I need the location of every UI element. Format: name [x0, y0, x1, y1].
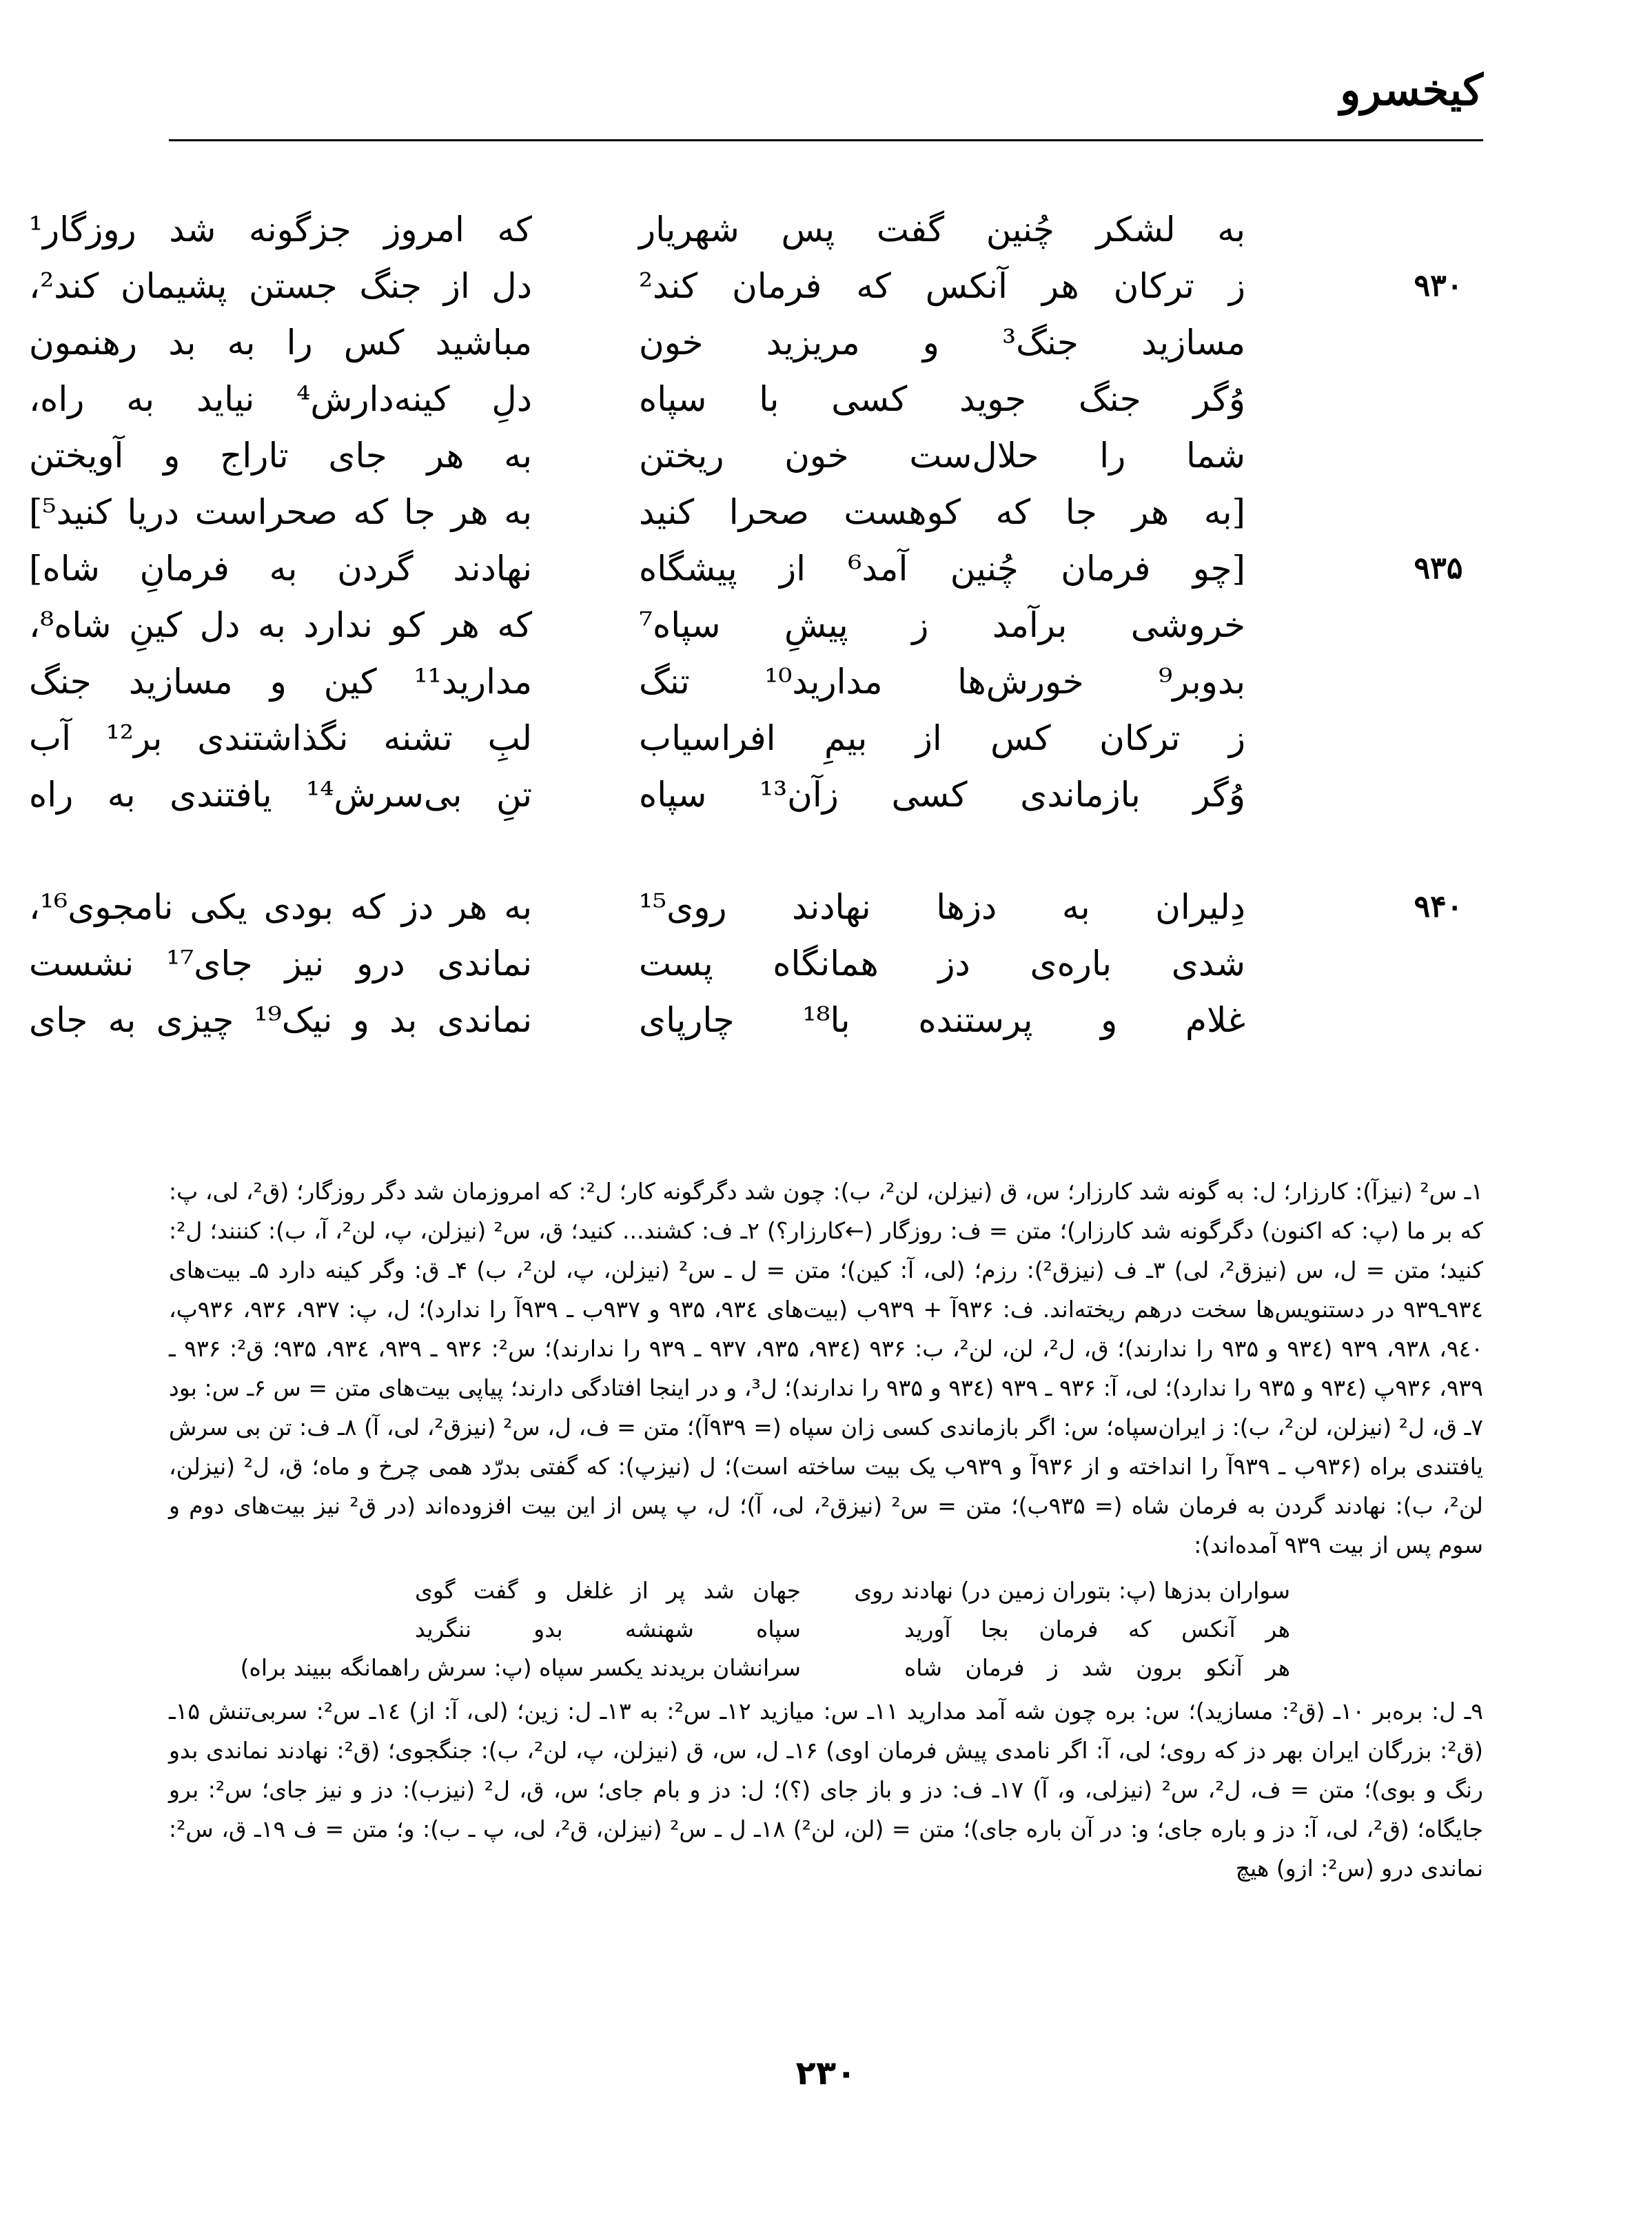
inserted-second-hemistich: سرانشان بریدند یکسر سپاه (پ: سرش راهمانگه ببیند براه): [240, 1654, 801, 1681]
inserted-verse-row: [169, 1571, 1483, 1610]
verse-row: [29, 314, 1483, 371]
verse-number: ۹۳۵: [1414, 551, 1463, 586]
first-hemistich: وُگر جنگ جوید کسی با سپاه: [639, 379, 1245, 419]
first-hemistich: به لشکر چُنین گفت پس شهریار: [639, 210, 1245, 250]
header-rule: [169, 139, 1483, 141]
second-hemistich: نهادند گردن به فرمانِ شاه]: [29, 549, 532, 589]
second-hemistich: مباشید کس را به بد رهنمون: [29, 323, 532, 363]
first-hemistich: [چو فرمان چُنین آمد⁶ از پیشگاه: [639, 549, 1246, 589]
second-hemistich: مدارید¹¹ کین و مسازید جنگ: [29, 662, 532, 702]
verse-row: [29, 935, 1483, 992]
inserted-second-hemistich: جهان شد پر از غلغل و گفت گوی: [415, 1577, 801, 1604]
first-hemistich: شما را حلال‌ست خون ریختن: [639, 436, 1245, 476]
first-hemistich: وُگر بازماندی کسی زآن¹³ سپاه: [639, 775, 1245, 815]
verse-block-1: [29, 201, 1483, 823]
second-hemistich: به هر دز که بودی یکی نامجوی¹⁶،: [29, 887, 532, 927]
first-hemistich: خروشی برآمد ز پیشِ سپاه⁷: [639, 605, 1245, 645]
inserted-verses: [169, 1571, 1483, 1687]
second-hemistich: به هر جای تاراج و آویختن: [29, 436, 532, 476]
verse-row: [29, 371, 1483, 427]
verse-row: [29, 653, 1483, 710]
inserted-first-hemistich: هر آنکس که فرمان بجا آورید: [904, 1616, 1290, 1642]
first-hemistich: ز ترکان کس از بیمِ افراسیاب: [639, 718, 1245, 758]
verse-row: [29, 710, 1483, 766]
verse-row: [29, 879, 1483, 935]
page-number: ۲۳۰: [795, 2054, 857, 2093]
footnotes-section: [169, 1172, 1483, 1888]
first-hemistich: [به هر جا که کوهست صحرا کنید: [639, 492, 1245, 532]
inserted-first-hemistich: سواران بدزها (پ: بتوران زمین در) نهادند روی: [854, 1577, 1290, 1604]
verse-row: [29, 427, 1483, 484]
first-hemistich: شدی باره‌ی دز همانگاه پست: [639, 944, 1245, 984]
first-hemistich: ز ترکان هر آنکس که فرمان کند²: [639, 266, 1245, 306]
verse-row: [29, 992, 1483, 1048]
page-header-title: کیخسرو: [1340, 65, 1483, 115]
second-hemistich: دلِ کینه‌دارش⁴ نیاید به راه،: [29, 379, 532, 419]
verse-row: [29, 766, 1483, 823]
second-hemistich: نماندی درو نیز جای¹⁷ نشست: [29, 944, 532, 984]
verse-row: [29, 201, 1483, 258]
verse-row: [29, 258, 1483, 314]
verse-row: [29, 484, 1483, 540]
inserted-verse-row: [169, 1649, 1483, 1687]
verse-row: [29, 597, 1483, 653]
footnotes-paragraph-1: ۱ـ س² (نیزآ): کارزار؛ ل: به گونه شد کارزار؛ س، ق (نیزلن، لن²، ب): چون شد دگرگونه کار؛ ل²: که امروزمان شد دگر روزگار؛ (ق²، لی، پ: که بر ما (پ: که اکنون) دگرگونه شد کارزار)؛ متن = ف: روزگار (←کارزار؟) ۲ـ ف: کشند... کنید؛ ق، س² (نیزلن، پ، لن²، آ، ب): کننند؛ ل²: کنید؛ متن = ل، س (نیزق²، لی) ۳ـ ف (نیزق²): رزم؛ (لی، آ: کین)؛ متن = ل ـ س² (نیزلن، پ، لن²، ب) ۴ـ ق: وگر کینه دارد ۵ـ بیت‌های ۹۳٤ـ۹۳۹ در دستنویس‌ها سخت درهم ریخته‌اند. ف: ۹۳۶آ + ۹۳۹ب (بیت‌های ۹۳٤، ۹۳۵ و ۹۳۷ب ـ ۹۳۹آ را ندارد)؛ ل، پ: ۹۳۷، ۹۳۶، ۹۳۶پ، ۹٤۰، ۹۳۸، ۹۳۹ (۹۳٤ و ۹۳۵ را ندارند)؛ ق، ل²، لن، لن²، ب: ۹۳۶ (۹۳٤، ۹۳۵، ۹۳۷ ـ ۹۳۹ را ندارند)؛ س²: ۹۳۶ ـ ۹۳۹، ۹۳٤، ۹۳۵؛ ق²: ۹۳۶ ـ ۹۳۹، ۹۳۶پ (۹۳٤ و ۹۳۵ را ندارد)؛ لی، آ: ۹۳۶ ـ ۹۳۹ (۹۳٤ و ۹۳۵ را ندارند)؛ ل³، و در اینجا افتادگی دارند؛ پیاپی بیت‌های متن = س ۶ـ س: بود ۷ـ ق، ل² (نیزلن، لن²، ب): ز ایران‌سپاه؛ س: اگر بازماندی کسی زان سپاه (= ۹۳۹آ)؛ متن = ف، ل، س² (نیزق²، لی، آ) ۸ـ ف: تن بی سرش یافتندی براه (۹۳۶ب ـ ۹۳۹آ را انداخته و از ۹۳۶آ و ۹۳۹ب یک بیت ساخته است)؛ ل (نیزپ): که گفتی بدرّد همی چرخ و ماه؛ ق، ل² (نیزلن، لن²، ب): نهادند گردن به فرمان شاه (= ۹۳۵ب)؛ متن = س² (نیزق²، لی، آ)؛ ل، پ پس از این بیت افزوده‌اند (در ق² نیز بیت‌های دوم و سوم پس از بیت ۹۳۹ آمده‌اند):: [169, 1178, 1484, 1558]
inserted-first-hemistich: هر آنکو برون شد ز فرمان شاه: [904, 1654, 1290, 1681]
second-hemistich: دل از جنگ جستن پشیمان کند²،: [29, 266, 532, 306]
first-hemistich: مسازید جنگ³ و مریزید خون: [639, 323, 1245, 363]
second-hemistich: که امروز جزگونه شد روزگار¹: [29, 210, 532, 250]
footnotes-paragraph-2: ۹ـ ل: بره‌بر ۱۰ـ (ق²: مسازید)؛ س: بره چون شه آمد مدارید ۱۱ـ س: میازید ۱۲ـ س²: به ۱۳ـ ل: زین؛ (لی، آ: از) ۱٤ـ س²: سربی‌تنش ۱۵ـ (ق²: بزرگان ایران بهر دز که روی؛ لی، آ: اگر نامدی پیش فرمان اوی) ۱۶ـ ل، س، ق (نیزلن، پ، لن²، ب): جنگجوی؛ (ق²: نهادند نماندی بدو رنگ و بوی)؛ متن = ف، ل²، س² (نیزلی، و، آ) ۱۷ـ ف: دز و باز جای (؟)؛ ل: دز و بام جای؛ س، ق، ل² (نیزب): دز و نیز جای؛ س²: برو جایگاه؛ (ق²، لی، آ: دز و باره جای؛ و: در آن باره جای)؛ متن = (لن، لن²) ۱۸ـ ل ـ س² (نیزلن، ق²، لی، پ ـ ب): و؛ متن = ف ۱۹ـ ق، س²: نماندی درو (س²: ازو) هیچ: [169, 1698, 1484, 1882]
verse-row: [29, 540, 1483, 597]
second-hemistich: به هر جا که صحراست دریا کنید⁵]: [29, 492, 532, 532]
second-hemistich: نماندی بد و نیک¹⁹ چیزی به جای: [29, 1000, 532, 1040]
inserted-second-hemistich: سپاه شهنشه بدو ننگرید: [415, 1616, 801, 1642]
verse-block-2: [29, 879, 1483, 1048]
verse-number: ۹۳۰: [1414, 268, 1463, 303]
first-hemistich: غلام و پرستنده با¹⁸ چارپای: [639, 1000, 1245, 1040]
first-hemistich: بدوبر⁹ خورش‌ها مدارید¹⁰ تنگ: [639, 662, 1245, 702]
inserted-verse-row: [169, 1610, 1483, 1649]
second-hemistich: که هر کو ندارد به دل کینِ شاه⁸،: [29, 605, 532, 645]
second-hemistich: لبِ تشنه نگذاشتندی بر¹² آب: [29, 718, 532, 758]
second-hemistich: تنِ بی‌سرش¹⁴ یافتندی به راه: [29, 775, 532, 815]
first-hemistich: دِلیران به دزها نهادند روی¹⁵: [639, 887, 1245, 927]
verse-number: ۹۴۰: [1414, 889, 1463, 924]
